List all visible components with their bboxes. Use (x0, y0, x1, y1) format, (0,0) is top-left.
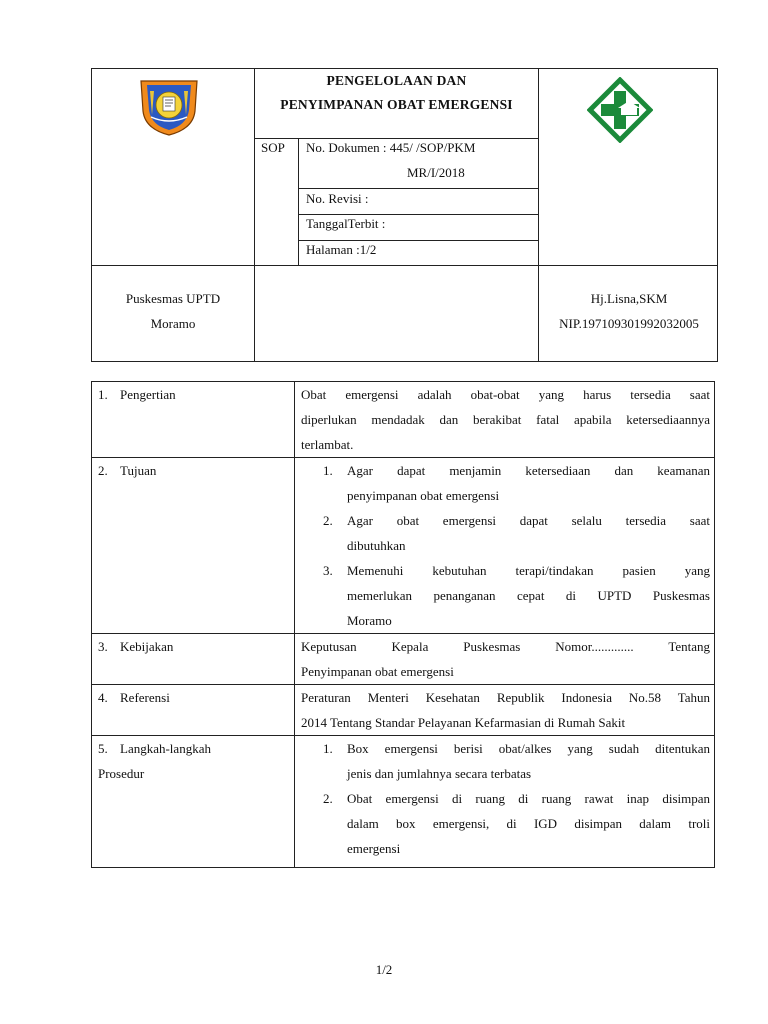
tanggal-terbit-field: TanggalTerbit : (306, 216, 386, 231)
regional-emblem-icon (137, 75, 201, 137)
list-item: 1. Box emergensi berisi obat/alkes yang sudah ditentukan jenis dan jumlahnya secara terbatas (323, 741, 710, 781)
row-label-referensi: 4. Referensi (92, 685, 295, 736)
title-line-1: PENGELOLAAN DAN (326, 73, 467, 88)
table-row (92, 634, 715, 685)
no-dokumen-value: MR/I/2018 (407, 165, 465, 180)
halaman-field: Halaman :1/2 (306, 242, 377, 257)
list-item: 3. Memenuhi kebutuhan terapi/tindakan pasien yang memerlukan penanganan cepat di UPTD Puskesmas Moramo (323, 563, 710, 628)
row-content-kebijakan: Keputusan Kepala Puskesmas Nomor............. Tentang Penyimpanan obat emergensi (295, 634, 715, 685)
no-dokumen-field: No. Dokumen : 445/ /SOP/PKM (306, 140, 476, 155)
row-label-prosedur: 5. Langkah-langkah Prosedur (92, 736, 295, 868)
sop-label: SOP (261, 140, 285, 155)
list-item: 2. Obat emergensi di ruang di ruang rawat inap disimpan dalam box emergensi, di IGD disimpan dalam troli emergensi (323, 791, 710, 856)
table-row (92, 736, 715, 868)
org-name-line-2: Moramo (150, 316, 196, 331)
signer-name: Hj.Lisna,SKM (590, 291, 668, 306)
sop-content-table (91, 381, 715, 868)
row-content-referensi: Peraturan Menteri Kesehatan Republik Indonesia No.58 Tahun 2014 Tentang Standar Pelayanan Kefarmasian di Rumah Sakit (295, 685, 715, 736)
row-label-pengertian: 1. Pengertian (92, 382, 295, 458)
table-row (92, 685, 715, 736)
title-line-2: PENYIMPANAN OBAT EMERGENSI (280, 97, 513, 112)
signer-nip: NIP.197109301992032005 (559, 316, 699, 331)
row-content-tujuan (295, 458, 715, 634)
row-content-prosedur (295, 736, 715, 868)
no-revisi-field: No. Revisi : (306, 191, 369, 206)
document-title (255, 69, 538, 139)
table-row (92, 458, 715, 634)
list-item: 2. Agar obat emergensi dapat selalu tersedia saat dibutuhkan (323, 513, 710, 553)
row-label-tujuan: 2. Tujuan (92, 458, 295, 634)
table-row (92, 382, 715, 458)
puskesmas-logo-icon (587, 77, 653, 143)
sop-header-table (91, 68, 718, 362)
org-name-line-1: Puskesmas UPTD (125, 291, 221, 306)
row-label-kebijakan: 3. Kebijakan (92, 634, 295, 685)
page-number: 1/2 (375, 962, 393, 977)
row-content-pengertian: Obat emergensi adalah obat-obat yang harus tersedia saat diperlukan mendadak dan berakibat fatal apabila ketersediaannya terlambat. (295, 382, 715, 458)
list-item: 1. Agar dapat menjamin ketersediaan dan keamanan penyimpanan obat emergensi (323, 463, 710, 503)
